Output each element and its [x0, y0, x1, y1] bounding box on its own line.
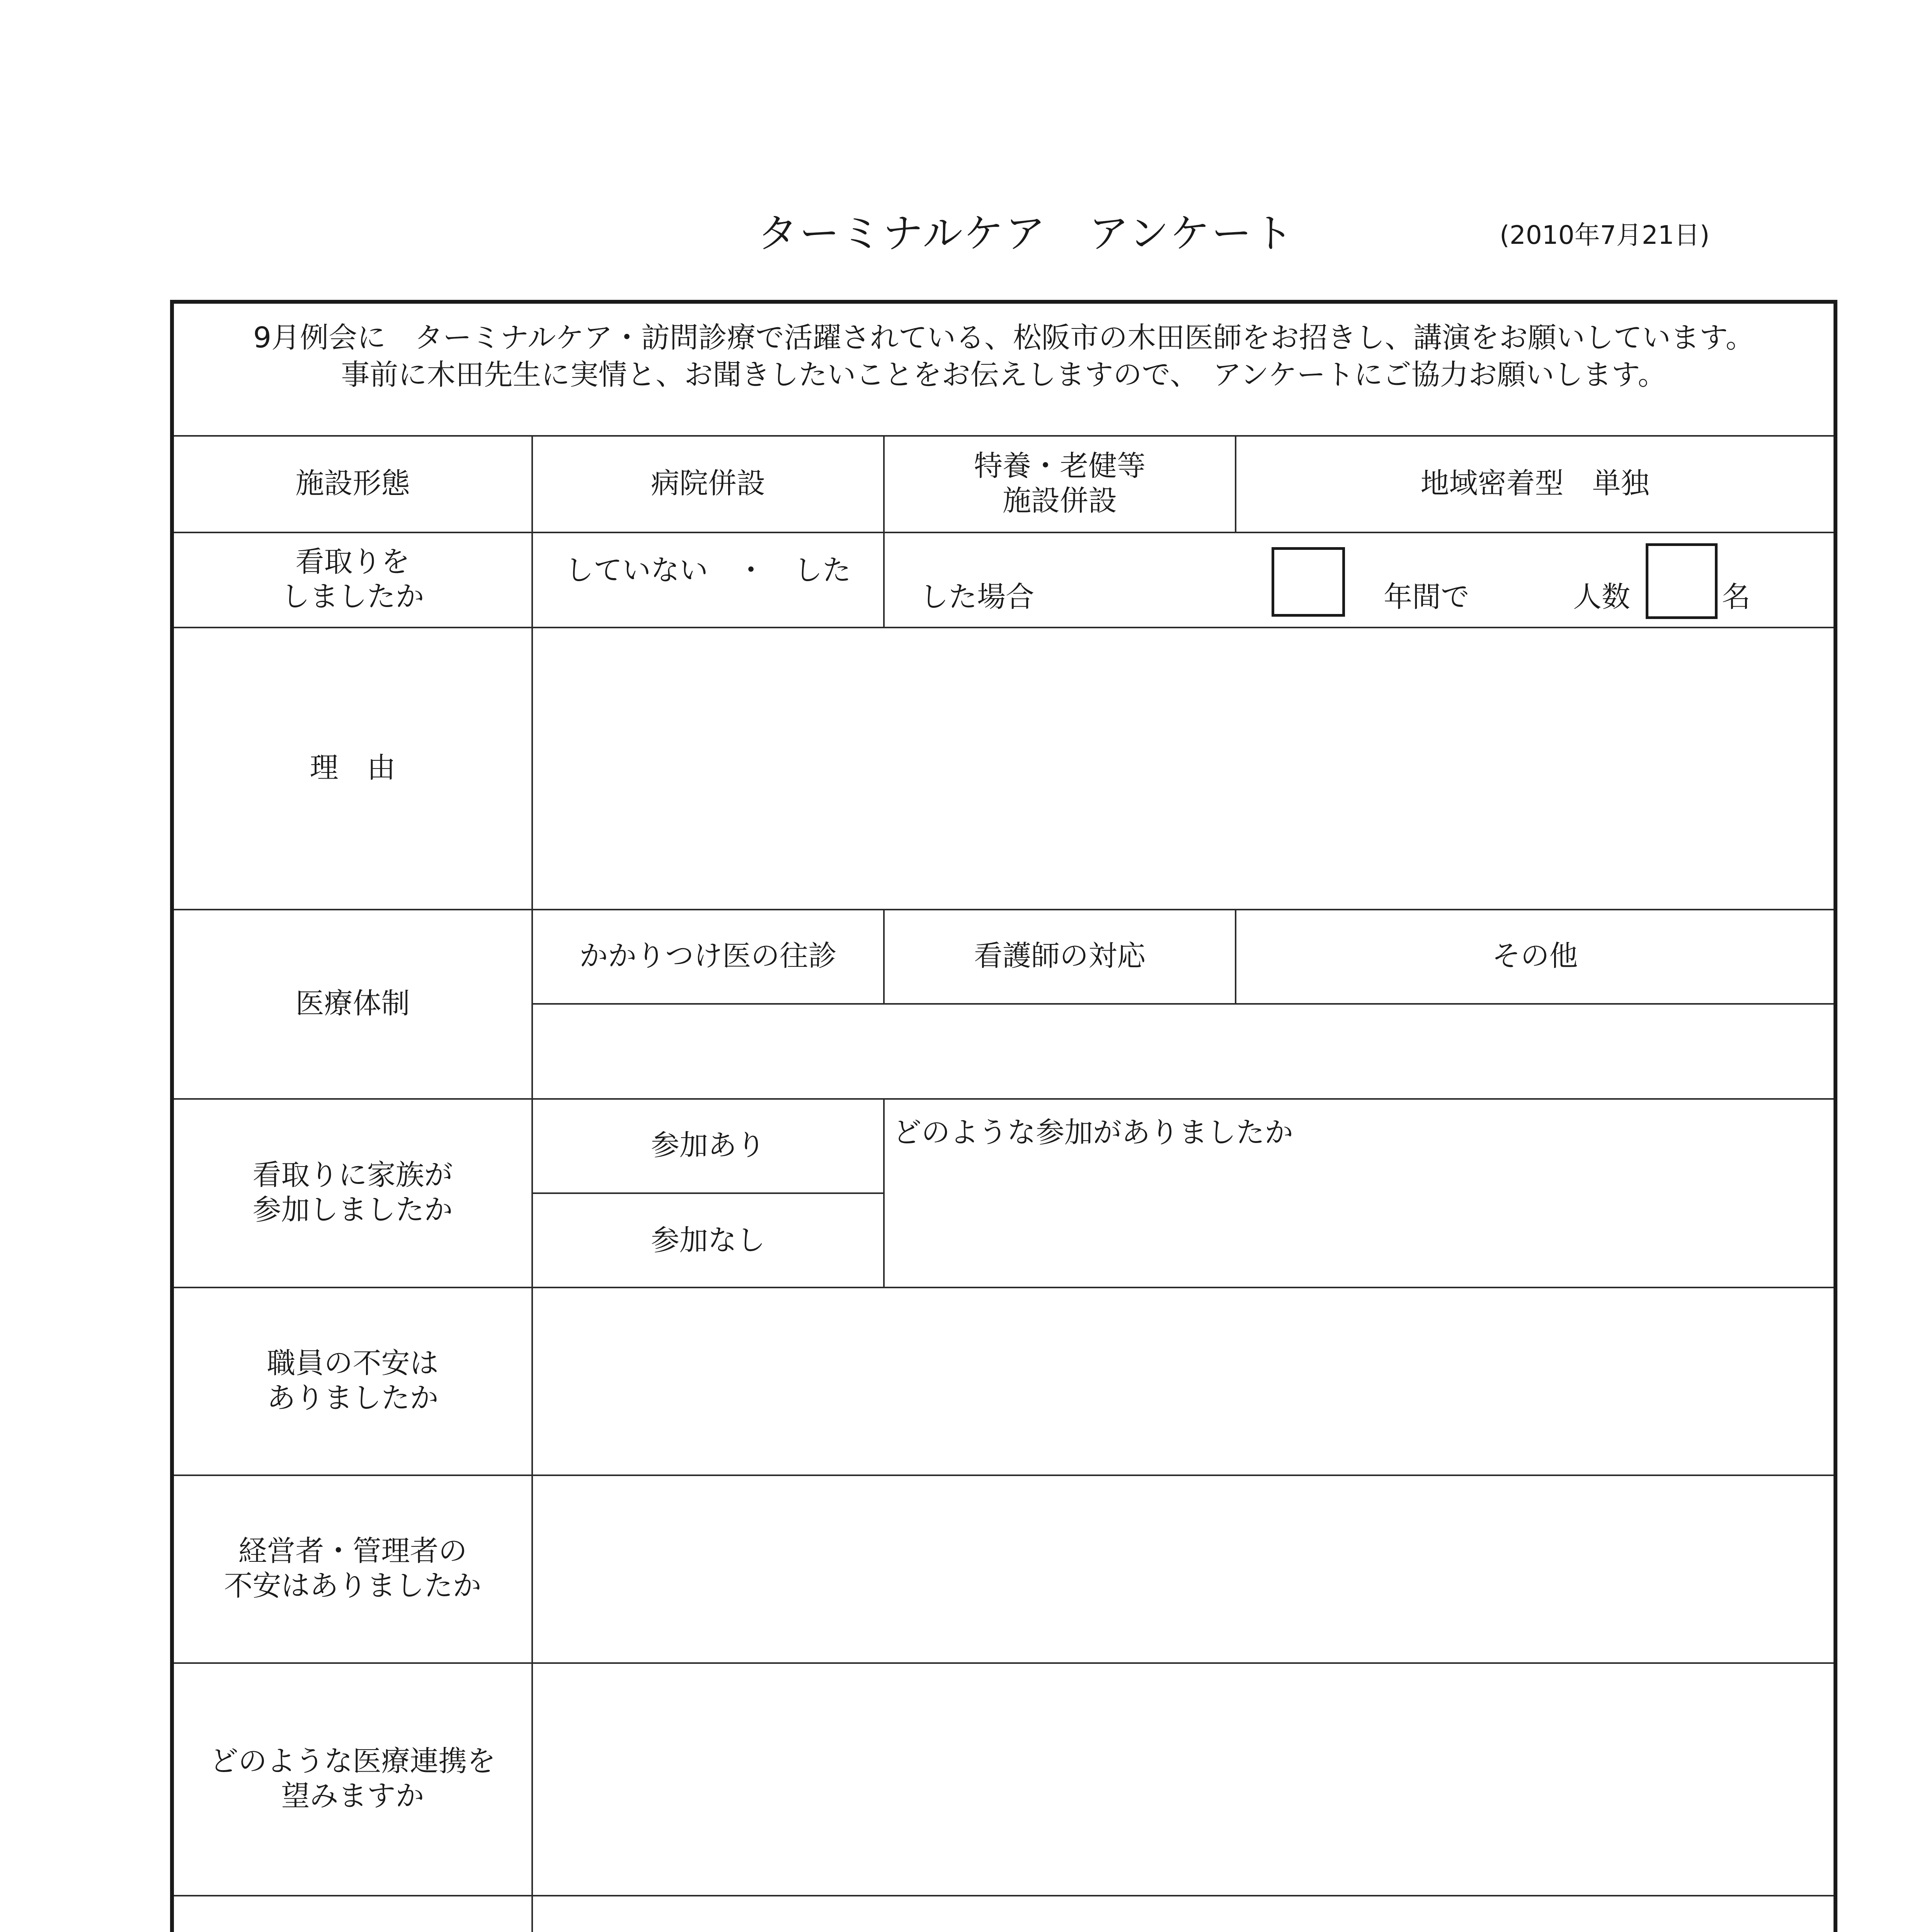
end-of-life-care-label-text: 看取りを しましたか: [281, 545, 424, 613]
people-label: 人数: [1573, 580, 1630, 614]
intro-line-2: 事前に木田先生に実情と、お聞きしたいことをお伝えしますので、 アンケートにご協力お願いします。: [341, 358, 1667, 392]
medical-option-nurse[interactable]: [885, 909, 1235, 1003]
reason-answer-area[interactable]: [533, 628, 1834, 909]
years-input-box[interactable]: [1272, 547, 1345, 617]
reason-label-text: 理 由: [310, 751, 396, 784]
if-done-label: した場合: [920, 580, 1034, 614]
facility-option-community[interactable]: [1236, 435, 1834, 532]
survey-date: (2010年7月21日): [1500, 220, 1710, 250]
manager-anxiety-label: [174, 1475, 531, 1662]
medical-system-label-text: 医療体制: [295, 986, 410, 1020]
family-participation-no[interactable]: [533, 1194, 883, 1287]
free-comment-answer-area[interactable]: [533, 1896, 1834, 1932]
family-participation-label-text: 看取りに家族が 参加しましたか: [252, 1158, 453, 1226]
medical-cooperation-label-text: どのような医療連携を 望みますか: [209, 1744, 496, 1813]
family-participation-yes-text: 参加あり: [651, 1128, 765, 1162]
reason-label: [174, 627, 531, 909]
family-participation-question: どのような参加がありましたか: [893, 1116, 1293, 1149]
facility-option-nursing-home-text: 特養・老健等 施設併設: [974, 449, 1146, 517]
end-of-life-care-choice-text: していない ・ した: [565, 553, 851, 587]
years-label: 年間で: [1384, 580, 1469, 614]
staff-anxiety-label-text: 職員の不安は ありましたか: [267, 1346, 439, 1415]
facility-option-hospital[interactable]: [533, 435, 883, 532]
family-participation-answer-area[interactable]: [885, 1154, 1834, 1287]
manager-anxiety-answer-area[interactable]: [533, 1476, 1834, 1662]
medical-option-other[interactable]: [1236, 909, 1834, 1003]
medical-cooperation-label: [174, 1662, 531, 1895]
medical-system-label: [174, 909, 531, 1098]
facility-option-hospital-text: 病院併設: [651, 466, 765, 500]
facility-option-nursing-home[interactable]: [885, 435, 1235, 532]
people-unit-label: 名: [1722, 580, 1750, 614]
facility-option-community-text: 地域密着型 単独: [1420, 466, 1650, 500]
people-input-box[interactable]: [1646, 543, 1718, 619]
page-title: ターミナルケア アンケート: [758, 210, 1295, 257]
medical-option-house-call[interactable]: [533, 909, 883, 1003]
manager-anxiety-label-text: 経営者・管理者の 不安はありましたか: [224, 1534, 482, 1602]
family-participation-no-text: 参加なし: [651, 1223, 765, 1257]
medical-option-house-call-text: かかりつけ医の往診: [579, 939, 837, 973]
family-participation-label: [174, 1098, 531, 1287]
facility-type-label: [174, 435, 531, 532]
staff-anxiety-answer-area[interactable]: [533, 1288, 1834, 1475]
staff-anxiety-label: [174, 1287, 531, 1475]
intro-line-1: 9月例会に ターミナルケア・訪問診療で活躍されている、松阪市の木田医師をお招きし、講演をお願いしています。: [253, 321, 1754, 354]
free-comment-label: [174, 1895, 531, 1932]
family-participation-yes[interactable]: [533, 1098, 883, 1192]
end-of-life-care-label: [174, 532, 531, 627]
end-of-life-care-choice[interactable]: [533, 532, 883, 609]
intro-text: [174, 319, 1834, 393]
facility-type-label-text: 施設形態: [295, 466, 410, 500]
medical-option-nurse-text: 看護師の対応: [974, 939, 1146, 973]
medical-option-other-text: その他: [1492, 939, 1578, 973]
medical-answer-area[interactable]: [533, 1005, 1834, 1098]
survey-form: [170, 300, 1837, 1932]
medical-cooperation-answer-area[interactable]: [533, 1664, 1834, 1895]
